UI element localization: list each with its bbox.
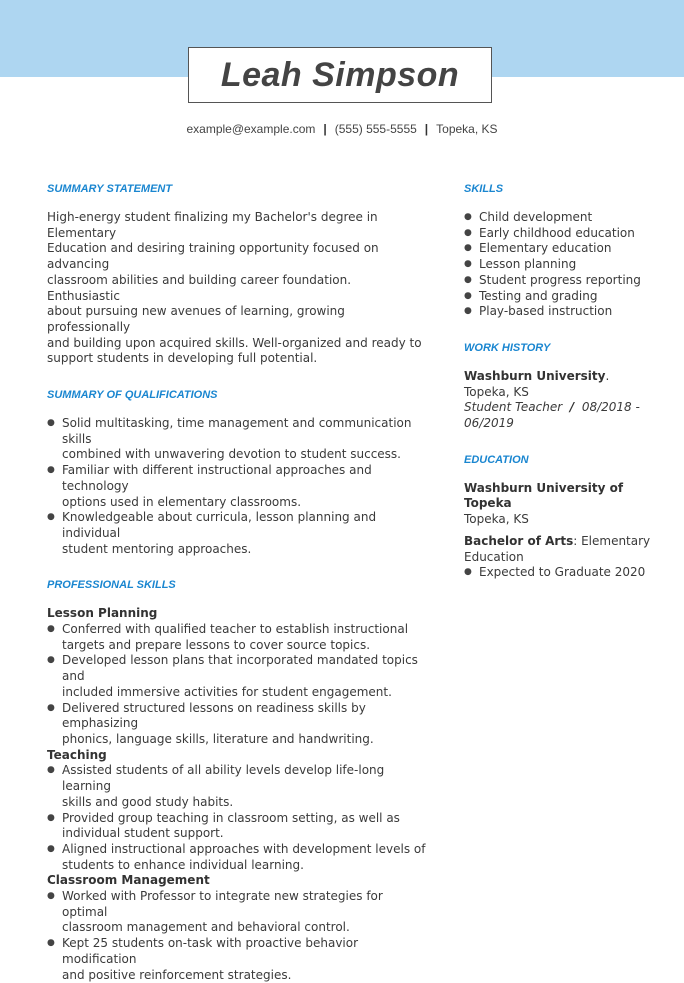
candidate-name: Leah Simpson bbox=[220, 55, 460, 94]
summary-line: support students in developing full potential. bbox=[47, 351, 318, 366]
list-item: ● Testing and grading bbox=[464, 289, 654, 305]
list-item: ● Solid multitasking, time management and communication skills combined with unwavering devotion to student success. bbox=[47, 416, 427, 463]
list-item: ● Conferred with qualified teacher to establish instructional targets and prepare lessons to cover source topics. bbox=[47, 622, 427, 653]
employer-suffix: . bbox=[605, 368, 610, 383]
professional-skills-heading: PROFESSIONAL SKILLS bbox=[47, 579, 176, 592]
list-item: ● Worked with Professor to integrate new strategies for optimal classroom management and behavioral control. bbox=[47, 889, 427, 936]
right-column bbox=[464, 183, 654, 581]
role-separator: / bbox=[569, 400, 575, 415]
name-box bbox=[188, 47, 492, 103]
school-name: Washburn University of bbox=[464, 480, 624, 495]
contact-location: Topeka, KS bbox=[436, 122, 498, 136]
list-item: ● Delivered structured lessons on readiness skills by emphasizing phonics, language skills, literature and handwriting. bbox=[47, 701, 427, 748]
list-item: ● Child development bbox=[464, 210, 654, 226]
summary-line: classroom abilities and building career foundation. Enthusiastic bbox=[47, 272, 352, 303]
school-location: Topeka, KS bbox=[464, 512, 529, 527]
list-item: ● Expected to Graduate 2020 bbox=[464, 565, 654, 581]
summary-text bbox=[47, 210, 427, 367]
job-title: Student Teacher bbox=[464, 400, 563, 415]
skill-group-title: Lesson Planning bbox=[47, 606, 158, 621]
skills-list bbox=[464, 210, 654, 320]
education-heading: EDUCATION bbox=[464, 453, 529, 466]
education-entry bbox=[464, 481, 654, 566]
list-item: ● Elementary education bbox=[464, 241, 654, 257]
summary-line: and building upon acquired skills. Well-organized and ready to bbox=[47, 335, 422, 350]
summary-line: Education and desiring training opportunity focused on advancing bbox=[47, 241, 379, 272]
contact-separator: | bbox=[424, 122, 429, 136]
degree-field-cont: Education bbox=[464, 549, 524, 564]
education-list bbox=[464, 565, 654, 581]
school-name-cont: Topeka bbox=[464, 496, 512, 511]
contact-line bbox=[0, 122, 684, 136]
skill-group-list bbox=[47, 763, 427, 873]
list-item: ● Assisted students of all ability levels develop life-long learning skills and good study habits. bbox=[47, 763, 427, 810]
skill-group-title: Classroom Management bbox=[47, 873, 210, 888]
skill-group-list bbox=[47, 889, 427, 983]
qualifications-list bbox=[47, 416, 427, 557]
list-item: ● Knowledgeable about curricula, lesson planning and individual student mentoring approaches. bbox=[47, 510, 427, 557]
list-item: ● Kept 25 students on-task with proactive behavior modification and positive reinforcement strategies. bbox=[47, 936, 427, 983]
degree: Bachelor of Arts bbox=[464, 533, 574, 548]
work-entry bbox=[464, 369, 654, 432]
list-item: ● Developed lesson plans that incorporated mandated topics and included immersive activities for student engagement. bbox=[47, 653, 427, 700]
list-item: ● Play-based instruction bbox=[464, 304, 654, 320]
contact-separator: | bbox=[323, 122, 327, 136]
list-item: ● Early childhood education bbox=[464, 226, 654, 242]
list-item: ● Familiar with different instructional approaches and technology options used in elementary classrooms. bbox=[47, 463, 427, 510]
left-column bbox=[47, 183, 427, 983]
list-item: ● Aligned instructional approaches with development levels of students to enhance individual learning. bbox=[47, 842, 427, 873]
list-item: ● Lesson planning bbox=[464, 257, 654, 273]
summary-heading: SUMMARY STATEMENT bbox=[47, 183, 173, 195]
skill-group-list bbox=[47, 622, 427, 748]
employer-location: Topeka, KS bbox=[464, 384, 529, 399]
summary-line: High-energy student finalizing my Bachelor's degree in Elementary bbox=[47, 210, 378, 240]
job-dates: 08/2018 - bbox=[581, 400, 640, 415]
contact-phone: (555) 555-5555 bbox=[334, 122, 417, 136]
skills-heading: SKILLS bbox=[464, 183, 504, 195]
employer-name: Washburn University bbox=[464, 368, 606, 383]
summary-line: about pursuing new avenues of learning, growing professionally bbox=[47, 304, 345, 334]
work-history-heading: WORK HISTORY bbox=[464, 341, 551, 354]
qualifications-heading: SUMMARY OF QUALIFICATIONS bbox=[47, 389, 218, 402]
list-item: ● Provided group teaching in classroom setting, as well as individual student support. bbox=[47, 811, 427, 842]
skill-group-title: Teaching bbox=[47, 747, 107, 762]
contact-email: example@example.com bbox=[186, 122, 316, 136]
degree-field: : Elementary bbox=[573, 533, 651, 548]
list-item: ● Student progress reporting bbox=[464, 273, 654, 289]
job-dates-end: 06/2019 bbox=[464, 416, 514, 431]
